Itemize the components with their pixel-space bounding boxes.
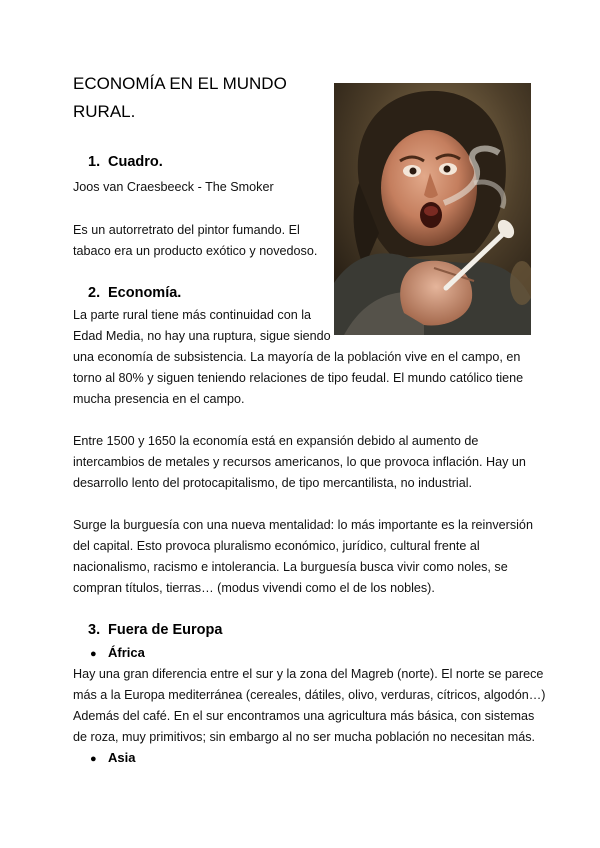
section-heading-cuadro [88,154,163,170]
section-title: Economía. [108,285,182,301]
bullet-icon: ● [90,648,97,660]
section-heading-fuera-de-europa [88,622,222,638]
paragraph-line: desarrollo lento del protocapitalismo, de tipo mercantilista, no industrial. [73,476,473,490]
section-title: Fuera de Europa [108,622,223,638]
paragraph-line: del capital. Esto provoca pluralismo económico, jurídico, cultural frente al [73,539,480,553]
subheading-asia [90,750,135,765]
document-title-line-2: RURAL. [73,102,136,121]
paragraph-line: Surge la burguesía con una nueva mentalidad: lo más importante es la reinversión [73,518,533,532]
paragraph-line: más a la Europa mediterránea (cereales, dátiles, olivo, verduras, cítricos, algodón…) [73,688,546,702]
paragraph-line: Entre 1500 y 1650 la economía está en expansión debido al aumento de [73,434,479,448]
paragraph-line: mucha presencia en el campo. [73,392,245,406]
paragraph-line: Además del café. En el sur encontramos una agricultura más básica, con sistemas [73,709,535,723]
section-heading-economia [88,285,181,301]
paragraph-line: La parte rural tiene más continuidad con la [73,308,312,322]
paragraph-line: nacionalismo, racismo e intolerancia. La burguesía busca vivir como noles, se [73,560,508,574]
paragraph-line: Es un autorretrato del pintor fumando. El [73,223,300,237]
paragraph-line: intercambios de metales y recursos americanos, lo que provoca inflación. Hay un [73,455,526,469]
bullet-icon: ● [90,753,97,765]
section-number: 1. [88,154,101,170]
section-title: Cuadro. [108,154,163,170]
subheading-africa [90,645,145,660]
portrait-painting-image [334,83,531,335]
subheading-label: Asia [108,750,136,765]
image-caption: Joos van Craesbeeck - The Smoker [73,180,274,194]
paragraph-line: una economía de subsistencia. La mayoría de la población vive en el campo, en [73,350,521,364]
paragraph-line: tabaco era un producto exótico y novedoso. [73,244,318,258]
subheading-label: África [108,645,145,660]
paragraph-line: Hay una gran diferencia entre el sur y la zona del Magreb (norte). El norte se parece [73,667,544,681]
section-number: 2. [88,285,101,301]
paragraph-line: torno al 80% y siguen teniendo relaciones de tipo feudal. El mundo católico tiene [73,371,524,385]
section-number: 3. [88,622,101,638]
paragraph-line: de roza, muy primitivos; sin embargo al no ser mucha población no necesitan más. [73,730,535,744]
paragraph-line: compran títulos, tierras… (modus vivendi como el de los nobles). [73,581,435,595]
document-title-line-1: ECONOMÍA EN EL MUNDO [73,74,287,93]
paragraph-line: Edad Media, no hay una ruptura, sigue siendo [73,329,331,343]
